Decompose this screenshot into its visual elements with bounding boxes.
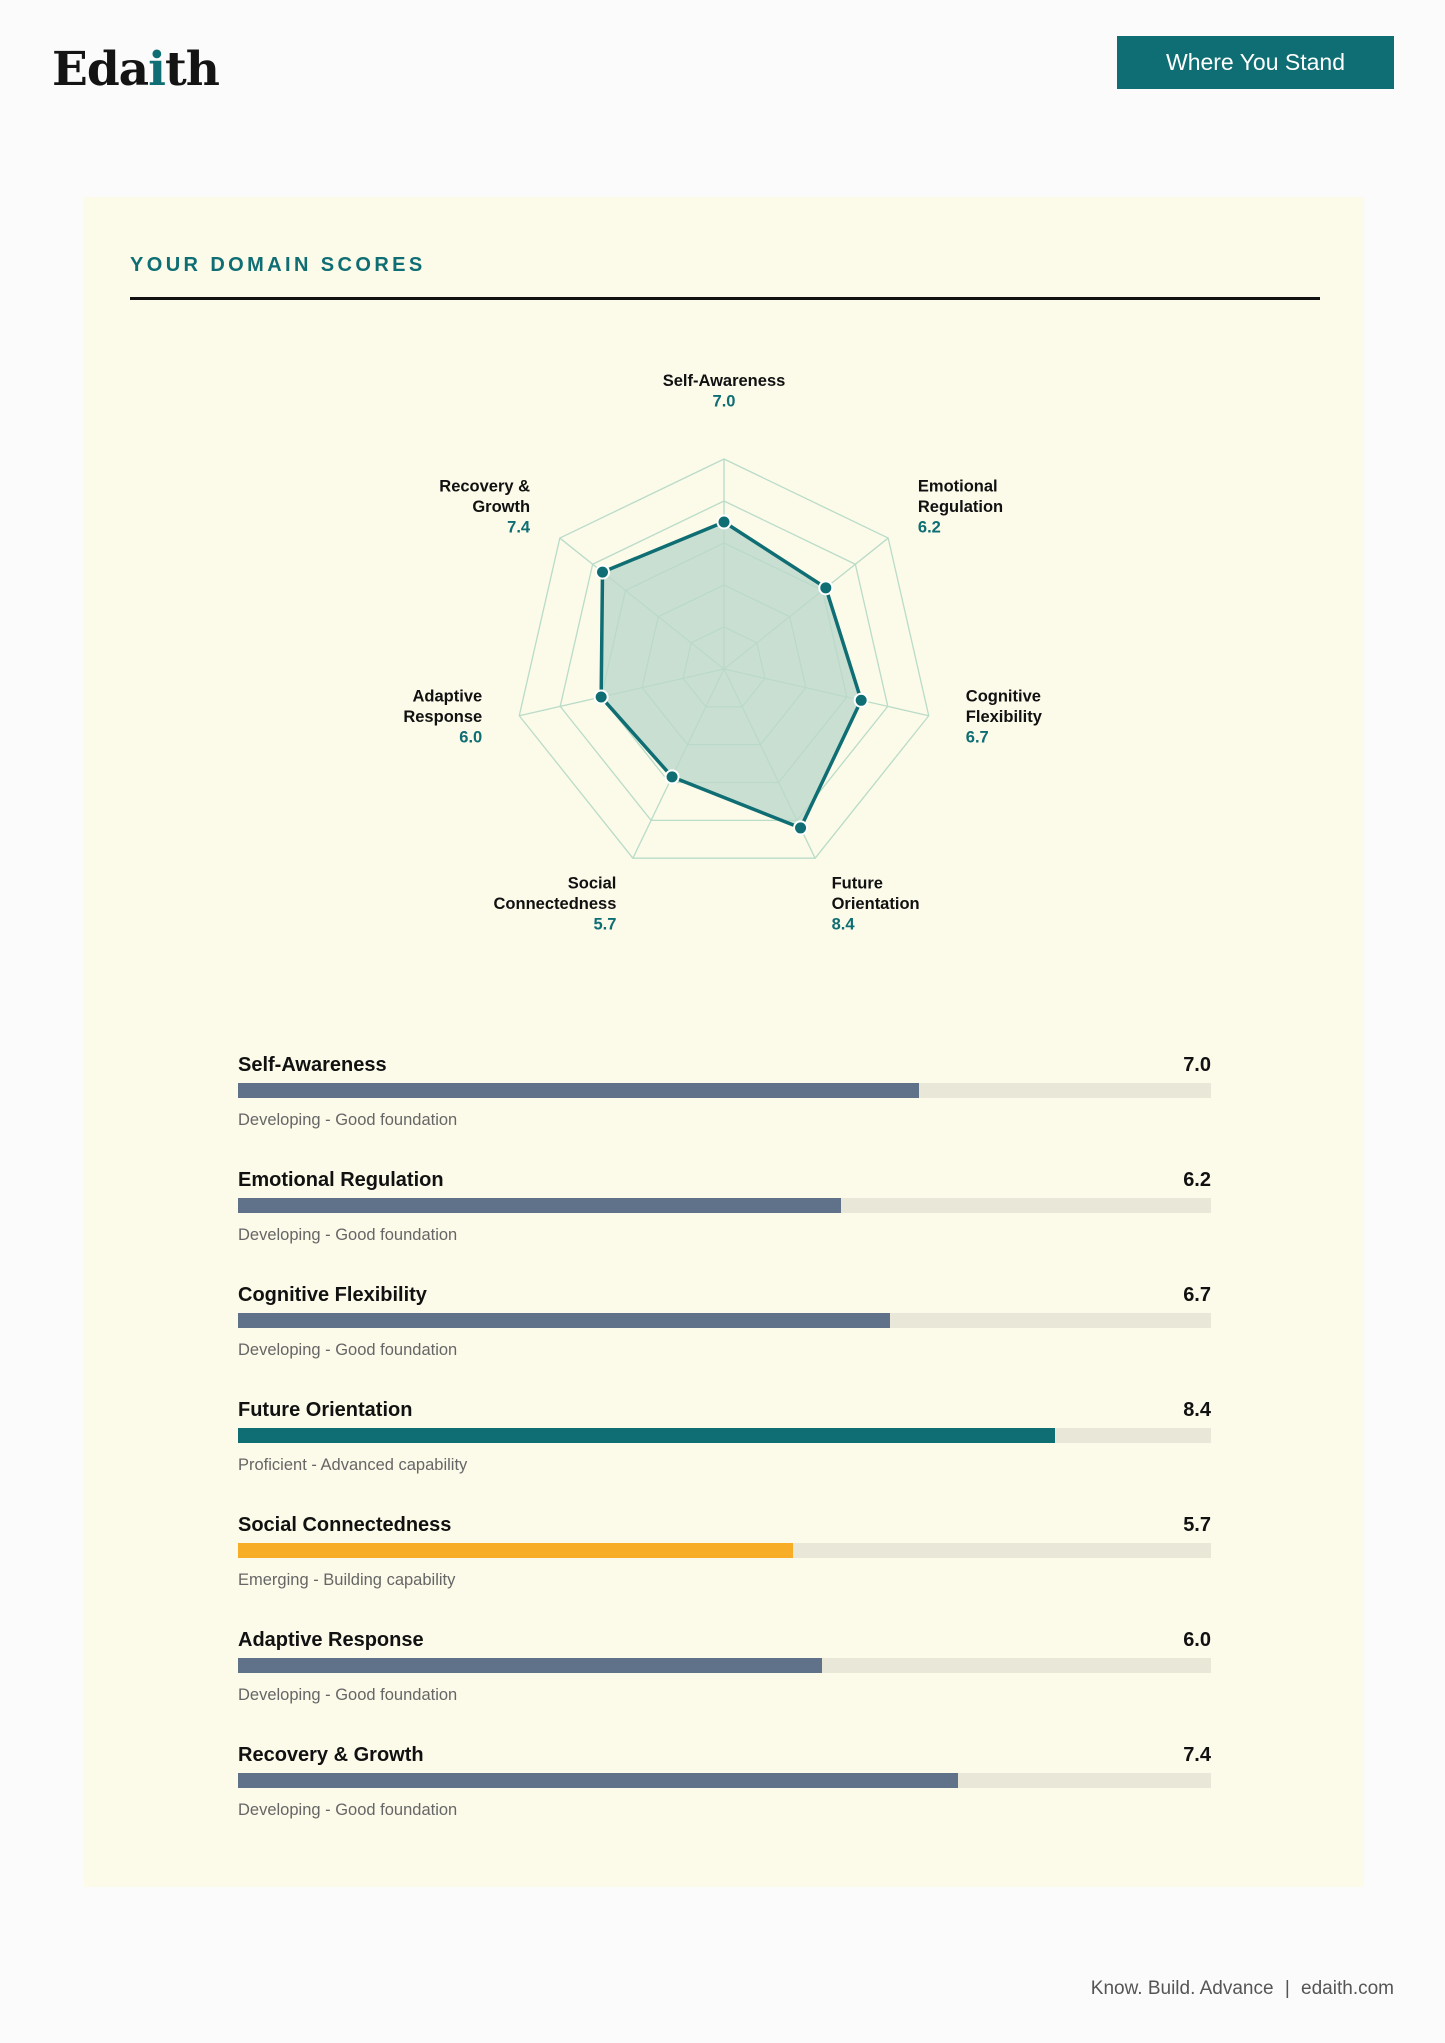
radar-point [596,566,609,579]
radar-axis-label: Emotional [917,477,998,496]
domain-bar-name: Emotional Regulation [238,1169,444,1191]
domain-bar-fill [238,1313,890,1328]
radar-chart [84,197,1364,957]
domain-bar-row [238,1514,1211,1614]
radar-axis-value: 6.0 [459,728,483,747]
radar-axis-value: 7.0 [712,392,736,411]
domain-bar-value: 6.0 [1183,1629,1211,1651]
radar-point [718,516,731,529]
domain-bar-fill [238,1773,958,1788]
domain-bar-row [238,1744,1211,1844]
domain-bar-row [238,1399,1211,1499]
radar-axis-label: Future [831,874,883,893]
radar-axis-value: 7.4 [507,518,531,537]
domain-bar-value: 7.4 [1183,1744,1211,1766]
domain-bar-fill [238,1428,1055,1443]
radar-point [595,691,608,704]
radar-point [855,694,868,707]
domain-bar-description: Emerging - Building capability [238,1571,456,1589]
domain-bar-description: Developing - Good foundation [238,1686,458,1704]
radar-axis-label: Growth [472,498,531,517]
domain-bar-name: Cognitive Flexibility [238,1284,427,1306]
domain-bar-track [238,1083,1211,1098]
radar-data-area [601,522,861,828]
radar-axis-label: Social [567,874,617,893]
domain-bar-row [238,1169,1211,1269]
domain-bar-name: Future Orientation [238,1399,413,1421]
domain-bar-value: 5.7 [1183,1514,1211,1536]
domain-scores-panel [84,197,1364,1887]
radar-axis-label: Regulation [917,498,1004,517]
domain-bar-name: Self-Awareness [238,1054,387,1076]
domain-bar-value: 8.4 [1183,1399,1211,1421]
domain-bar-description: Proficient - Advanced capability [238,1456,468,1474]
domain-bar-value: 7.0 [1183,1054,1211,1076]
radar-point [666,770,679,783]
domain-bar-track [238,1773,1211,1788]
radar-axis-label: Connectedness [493,894,617,913]
domain-bar-fill [238,1083,919,1098]
footer-separator: | [1284,1978,1290,1999]
domain-bar-name: Social Connectedness [238,1514,452,1536]
domain-bar-fill [238,1198,841,1213]
domain-bar-track [238,1313,1211,1328]
radar-axis-value: 6.2 [917,518,941,537]
domain-bar-row [238,1054,1211,1154]
domain-bar-fill [238,1658,822,1673]
domain-bar-track [238,1428,1211,1443]
radar-axis-value: 8.4 [831,915,855,934]
radar-axis-label: Self-Awareness [662,372,786,390]
domain-bar-track [238,1198,1211,1213]
domain-bar-row [238,1629,1211,1729]
where-you-stand-tag: Where You Stand [1117,36,1394,89]
radar-axis-label: Recovery & [439,477,531,496]
radar-axis-value: 6.7 [965,728,989,747]
radar-axis-label: Adaptive [412,687,483,706]
domain-bar-track [238,1658,1211,1673]
domain-bar-description: Developing - Good foundation [238,1226,458,1244]
domain-bar-value: 6.2 [1183,1169,1211,1191]
radar-point [819,581,832,594]
domain-bar-track [238,1543,1211,1558]
domain-bar-value: 6.7 [1183,1284,1211,1306]
footer-tagline: Know. Build. Advance [1090,1978,1274,1999]
section-title: YOUR DOMAIN SCORES [130,254,426,276]
domain-bar-row [238,1284,1211,1384]
radar-axis-label: Flexibility [965,707,1042,726]
domain-bar-description: Developing - Good foundation [238,1341,458,1359]
radar-point [794,821,807,834]
footer-site-link[interactable]: edaith.com [1301,1978,1394,1999]
domain-bar-description: Developing - Good foundation [238,1801,458,1819]
radar-axis-label: Cognitive [965,687,1041,706]
radar-axis-label: Response [403,707,483,726]
domain-bar-name: Adaptive Response [238,1629,424,1651]
domain-bar-description: Developing - Good foundation [238,1111,458,1129]
domain-bar-name: Recovery & Growth [238,1744,424,1766]
domain-bar-fill [238,1543,793,1558]
brand-logo: Edaith [52,42,219,97]
footer [1091,1978,1394,2000]
radar-axis-label: Orientation [831,894,920,913]
radar-axis-value: 5.7 [593,915,617,934]
